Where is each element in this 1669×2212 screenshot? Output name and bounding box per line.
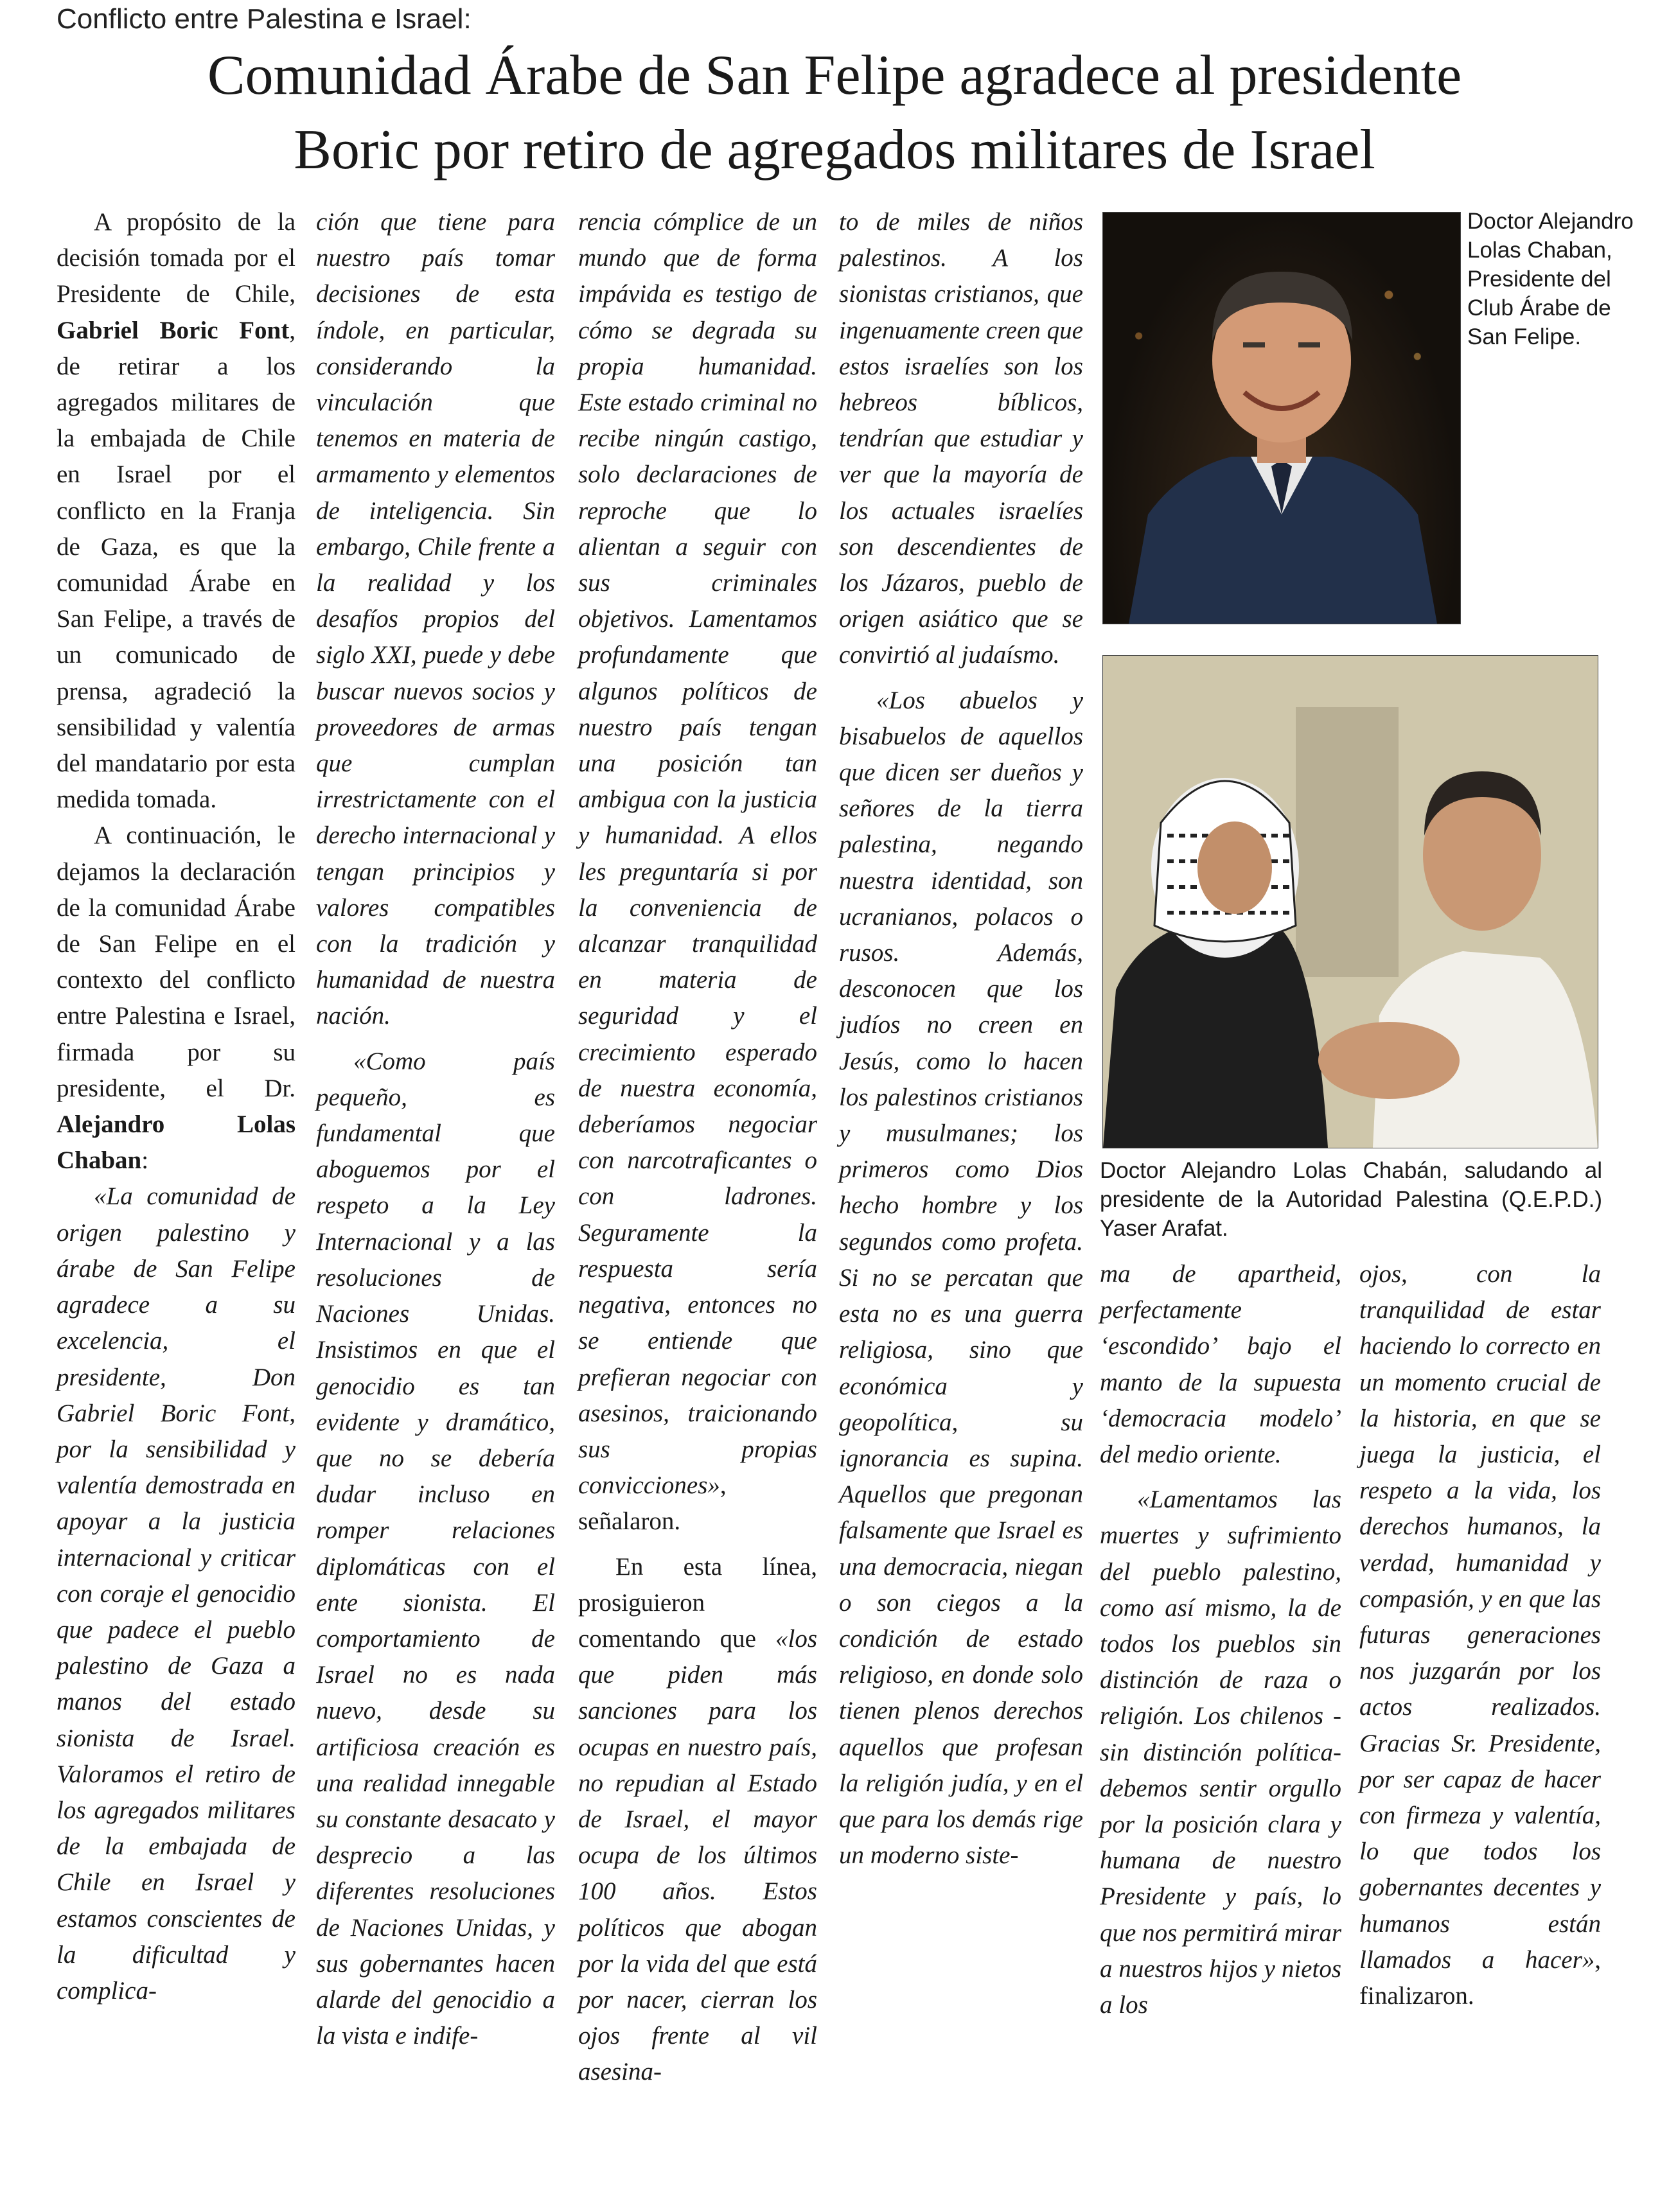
article-column-2	[316, 204, 555, 2054]
col5-paragraph-1: ma de apartheid, perfectamente ‘escondido’ bajo el manto de la supuesta ‘democracia modelo’ del medio oriente.	[1100, 1260, 1341, 1469]
col1-p1-text-a: A propósito de la decisión tomada por el Presidente de Chile,	[57, 208, 296, 308]
col1-paragraph-2	[57, 818, 296, 1179]
col2-paragraph-1: ción que tiene para nuestro país tomar decisiones de esta índole, en particular, considerando la vinculación que tenemos en materia de armamento y elementos de inteligencia. Sin embargo, Chile frente a la realidad y los desafíos propios del siglo XXI, puede y debe buscar nuevos socios y proveedores de armas que cumplan irrestrictamente con el derecho internacional y tengan principios y valores compatibles con la tradición y humanidad de nuestra nación.	[316, 208, 555, 1030]
kicker: Conflicto entre Palestina e Israel:	[57, 3, 472, 35]
col1-p1-bold-name: Gabriel Boric Font	[57, 316, 290, 344]
article-column-6	[1359, 1256, 1601, 2014]
article-column-1	[57, 204, 296, 2009]
col1-p2-text-c: :	[141, 1146, 149, 1175]
col3-paragraph-2	[578, 1549, 817, 2091]
meeting-caption: Doctor Alejandro Lolas Chabán, saludando al presidente de la Autoridad Palestina (Q.E.P.D.) Yaser Arafat.	[1100, 1158, 1602, 1241]
col3-p1-quote: rencia cómplice de un mundo que de forma impávida es testigo de cómo se degrada su propia humanidad. Este estado criminal no recibe ningún castigo, solo declaraciones de reproche que lo alientan a seguir con sus criminales objetivos. Lamentamos profundamente que algunos políticos de nuestro país tengan una posición tan ambigua con la justicia y humanidad. A ellos les preguntaría si por la conveniencia de alcanzar tranquilidad en materia de seguridad y el crecimiento esperado de nuestra economía, deberíamos negociar con narcotraficantes o con ladrones. Seguramente la respuesta sería negativa, entonces no se entiende que prefieran negociar con asesinos, traicionando sus propias convicciones»	[578, 208, 817, 1500]
col3-p1-attribution: , señalaron.	[578, 1471, 727, 1536]
meeting-photo	[1102, 655, 1598, 1148]
col6-p1-quote: ojos, con la tranquilidad de estar haciendo lo correcto en un momento crucial de la historia, en que se juega la justicia, el respeto a la vida, los derechos humanos, la verdad, humanidad y compasión, y en que las futuras generaciones nos juzgarán por los actos realizados. Gracias Sr. Presidente, por ser capaz de hacer con firmeza y valentía, lo que todos los gobernantes decentes y humanos están llamados a hacer»	[1359, 1260, 1601, 1974]
col1-p2-bold-name: Alejandro Lolas Chaban	[57, 1110, 296, 1175]
article-column-4	[839, 204, 1083, 1874]
col4-paragraph-2: «Los abuelos y bisabuelos de aquellos que dicen ser dueños y señores de la tierra palestina, negando nuestra identidad, son ucranianos, polacos o rusos. Además, desconocen que los judíos no creen en Jesús, como lo hacen los palestinos cristianos y musulmanes; los primeros como Dios hecho hombre y los segundos como profeta. Si no se percatan que esta no es una guerra religiosa, sino que económica y geopolítica, su ignorancia es supina. Aquellos que pregonan falsamente que Israel es una democracia, niegan o son ciegos a la condición de estado religioso, en donde solo tienen plenos derechos aquellos que profesan la religión judía, y en el que para los demás rige un moderno siste-	[839, 686, 1083, 1870]
col1-paragraph-3: «La comunidad de origen palestino y árabe de San Felipe agradece a su excelencia, el presidente, Don Gabriel Boric Font, por la sensibilidad y valentía demostrada en apoyar a la justicia internacional y criticar con coraje el genocidio que padece el pueblo palestino de Gaza a manos del estado sionista de Israel. Valoramos el retiro de los agregados militares de la embajada de Chile en Israel y estamos conscientes de la dificultad y complica-	[57, 1182, 296, 2005]
article-column-3	[578, 204, 817, 2091]
col4-paragraph-1: to de miles de niños palestinos. A los sionistas cristianos, que ingenuamente creen que estos israelíes son los hebreos bíblicos, tendrían que estudiar y ver que la mayoría de los actuales israelíes son descendientes de los Jázaros, pueblo de origen asiático que se convirtió al judaísmo.	[839, 208, 1083, 669]
article-column-5	[1100, 1256, 1341, 2023]
col6-paragraph-1	[1359, 1256, 1601, 2014]
col5-paragraph-2: «Lamentamos las muertes y sufrimiento del pueblo palestino, como así mismo, la de todos los pueblos sin distinción de raza o religión. Los chilenos -sin distinción política- debemos sentir orgullo por la posición clara y humana de nuestro Presidente y país, lo que nos permitirá mirar a nuestros hijos y nietos a los	[1100, 1486, 1341, 2019]
col3-p2-quote: «los que piden más sanciones para los ocupas en nuestro país, no repudian al Estado de Israel, el mayor ocupa de los últimos 100 años. Estos políticos que abogan por la vida del que está por nacer, cierran los ojos frente al vil asesina-	[578, 1624, 817, 2086]
portrait-figure-illustration	[1103, 213, 1460, 624]
meeting-scene-illustration	[1103, 656, 1598, 1148]
portrait-photo	[1102, 212, 1461, 624]
col1-p2-text-a: A continuación, le dejamos la declaración de la comunidad Árabe de San Felipe en el contexto del conflicto entre Palestina e Israel, firmada por su presidente, el Dr.	[57, 821, 296, 1102]
col2-paragraph-2: «Como país pequeño, es fundamental que aboguemos por el respeto a la Ley Internacional y a las resoluciones de Naciones Unidas. Insistimos en que el genocidio es tan evidente y dramático, que no se debería dudar incluso en romper relaciones diplomáticas con el ente sionista. El comportamiento de Israel no es nada nuevo, desde su artificiosa creación es una realidad innegable su constante desacato y desprecio a las diferentes resoluciones de Naciones Unidas, y sus gobernantes hacen alarde del genocidio a la vista e indife-	[316, 1047, 555, 2050]
headline-line-2: Boric por retiro de agregados militares de Israel	[294, 119, 1375, 181]
col3-p2-intro: En esta línea, prosiguieron comentando que	[578, 1552, 817, 1653]
portrait-caption: Doctor Alejandro Lolas Chaban, Presidente del Club Árabe de San Felipe.	[1467, 209, 1634, 349]
col1-paragraph-1	[57, 204, 296, 818]
headline	[26, 39, 1643, 188]
headline-line-1: Comunidad Árabe de San Felipe agradece al presidente	[207, 44, 1462, 107]
col3-paragraph-1	[578, 204, 817, 1540]
col1-p1-text-c: , de retirar a los agregados militares de la embajada de Chile en Israel por el conflicto en la Franja de Gaza, es que la comunidad Árabe en San Felipe, a través de un comunicado de prensa, agradeció la sensibilidad y valentía del mandatario por esta medida tomada.	[57, 316, 296, 814]
col6-p1-closing: , finalizaron.	[1359, 1945, 1601, 2010]
